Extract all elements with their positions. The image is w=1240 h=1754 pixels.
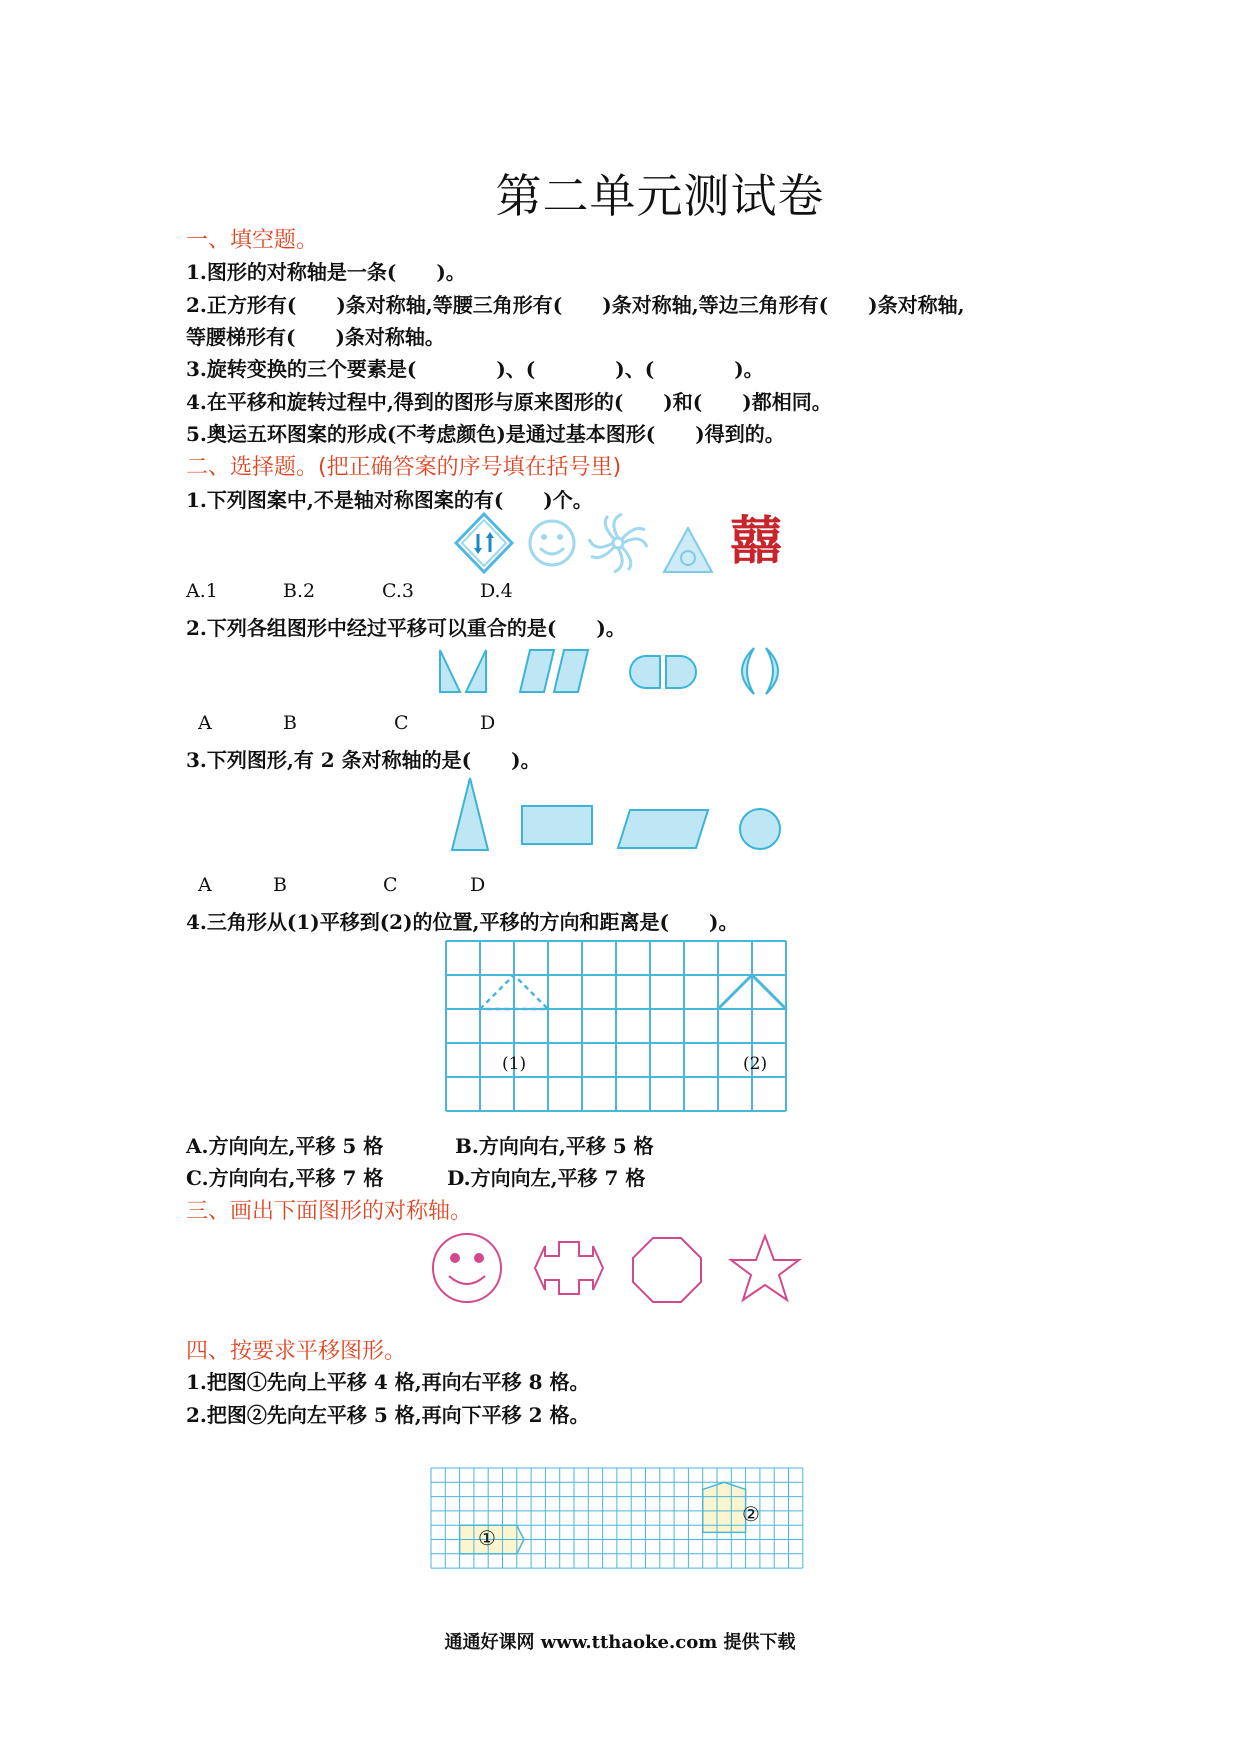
- choice-q4-option-d: D.方向向左,平移 7 格: [447, 1166, 646, 1190]
- isosceles-triangle-figure: [452, 778, 488, 850]
- choice-q1-option-c: C.3: [382, 580, 414, 602]
- rectangle-figure: [522, 806, 592, 844]
- choice-question-3: 3.下列图形,有 2 条对称轴的是( )。: [186, 748, 541, 772]
- parallelogram-figure: [618, 810, 708, 848]
- choice-q1-option-a: A.1: [186, 580, 218, 602]
- choice-q3-figures: [430, 774, 810, 854]
- choice-q4-option-a: A.方向向左,平移 5 格: [186, 1134, 384, 1158]
- symmetry-figures: [425, 1232, 805, 1306]
- fill-question-2: 2.正方形有( )条对称轴,等腰三角形有( )条对称轴,等边三角形有( )条对称轴,: [186, 293, 965, 317]
- double-happiness-icon: 囍: [730, 512, 783, 572]
- grid-label-1: (1): [502, 1054, 527, 1074]
- choice-q2-option-d: D: [480, 712, 496, 734]
- section-heading-symmetry: 三、画出下面图形的对称轴。: [186, 1199, 473, 1224]
- choice-question-2: 2.下列各组图形中经过平移可以重合的是( )。: [186, 616, 626, 640]
- triangle-circle-icon: [664, 528, 712, 572]
- circle-figure: [740, 809, 780, 849]
- translation-grid-q4: [445, 940, 790, 1112]
- choice-q3-option-d: D: [470, 874, 486, 896]
- translate-question-2: 2.把图②先向左平移 5 格,再向下平移 2 格。: [186, 1403, 590, 1427]
- triangles-pair-figure: [440, 650, 486, 692]
- fill-question-4: 4.在平移和旋转过程中,得到的图形与原来图形的( )和( )都相同。: [186, 390, 832, 414]
- fill-question-5: 5.奥运五环图案的形成(不考虑颜色)是通过基本图形( )得到的。: [186, 422, 785, 446]
- crescents-pair-figure: [742, 648, 778, 694]
- choice-q4-option-b: B.方向向右,平移 5 格: [455, 1134, 654, 1158]
- choice-question-4: 4.三角形从(1)平移到(2)的位置,平移的方向和距离是( )。: [186, 910, 739, 934]
- choice-q3-option-a: A: [198, 874, 212, 896]
- fill-question-3: 3.旋转变换的三个要素是( )、( )、( )。: [186, 357, 764, 381]
- choice-q3-option-c: C: [383, 874, 398, 896]
- fill-question-2-cont: 等腰梯形有( )条对称轴。: [186, 325, 445, 349]
- choice-q3-option-b: B: [273, 874, 287, 896]
- choice-q2-option-c: C: [394, 712, 409, 734]
- grid-label-2: (2): [743, 1054, 768, 1074]
- page-title: 第二单元测试卷: [495, 169, 825, 223]
- smiley-face-icon: [530, 521, 574, 565]
- choice-q2-figures: [430, 646, 810, 696]
- choice-q1-option-b: B.2: [283, 580, 316, 602]
- smiley-face-icon: [433, 1234, 501, 1302]
- translate-question-1: 1.把图①先向上平移 4 格,再向右平移 8 格。: [186, 1370, 590, 1394]
- choice-q2-option-a: A: [198, 712, 212, 734]
- choice-question-1: 1.下列图案中,不是轴对称图案的有( )个。: [186, 488, 593, 512]
- choice-q2-option-b: B: [283, 712, 297, 734]
- footer-credit: 通通好课网 www.tthaoke.com 提供下载: [444, 1632, 796, 1653]
- fill-question-1: 1.图形的对称轴是一条( )。: [186, 260, 466, 284]
- pinwheel-icon: [589, 514, 647, 572]
- section-heading-fill-blank: 一、填空题。: [186, 228, 319, 253]
- choice-q1-option-d: D.4: [480, 580, 513, 602]
- half-circles-pair-figure: [630, 656, 696, 688]
- cross-arrows-icon: [535, 1242, 603, 1294]
- shape-1-label: ①: [478, 1526, 496, 1550]
- section-heading-choice: 二、选择题。(把正确答案的序号填在括号里): [186, 455, 622, 480]
- diamond-arrows-icon: [456, 514, 512, 572]
- choice-q4-option-c: C.方向向右,平移 7 格: [186, 1166, 384, 1190]
- star-icon: [731, 1236, 799, 1300]
- octagon-icon: [633, 1238, 701, 1302]
- parallelograms-pair-figure: [520, 650, 588, 692]
- shape-2-label: ②: [742, 1502, 760, 1526]
- section-heading-translate: 四、按要求平移图形。: [186, 1339, 407, 1364]
